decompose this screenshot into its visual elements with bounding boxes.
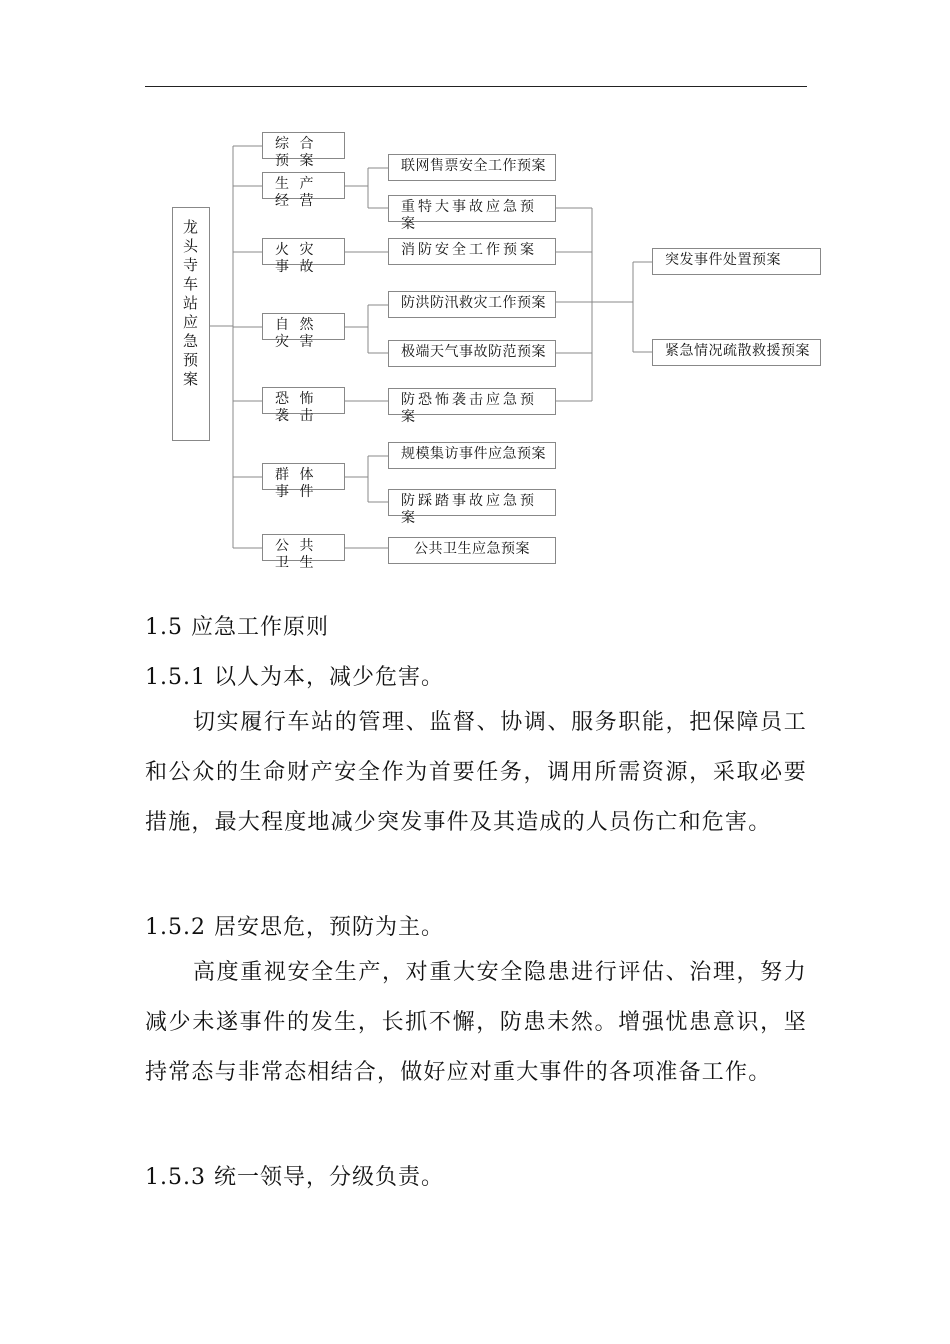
section-heading-1-5-1: 1.5.1 以人为本，减少危害。 xyxy=(145,665,444,690)
category-box-natural-disaster: 自 然 灾 害 xyxy=(262,313,345,340)
section-heading-1-5-2: 1.5.2 居安思危，预防为主。 xyxy=(145,915,444,940)
emergency-plan-org-chart xyxy=(0,0,950,600)
category-box-public-health: 公 共 卫 生 xyxy=(262,534,345,561)
plan-box-mass-petition: 规模集访事件应急预案 xyxy=(388,442,556,469)
plan-box-anti-terror: 防恐怖袭击应急预案 xyxy=(388,388,556,415)
outcome-box-emergency-handling: 突发事件处置预案 xyxy=(652,248,821,275)
category-box-production: 生 产 经 营 xyxy=(262,172,345,199)
root-plan-box xyxy=(172,207,210,441)
plan-box-online-ticketing: 联网售票安全工作预案 xyxy=(388,154,556,181)
plan-box-fire-safety: 消防安全工作预案 xyxy=(388,238,556,265)
plan-box-stampede: 防踩踏事故应急预案 xyxy=(388,489,556,516)
plan-box-public-health: 公共卫生应急预案 xyxy=(388,537,556,564)
paragraph-people-first: 切实履行车站的管理、监督、协调、服务职能，把保障员工和公众的生命财产安全作为首要任务，调用所需资源，采取必要措施，最大程度地减少突发事件及其造成的人员伤亡和危害。 xyxy=(145,710,807,835)
category-box-fire: 火 灾 事 故 xyxy=(262,238,345,265)
plan-box-extreme-weather: 极端天气事故防范预案 xyxy=(388,340,556,367)
paragraph-prevention-first: 高度重视安全生产，对重大安全隐患进行评估、治理，努力减少未遂事件的发生，长抓不懈，防患未然。增强忧患意识，坚持常态与非常态相结合，做好应对重大事件的各项准备工作。 xyxy=(145,960,807,1085)
root-plan-label: 龙头寺车站应急预案 xyxy=(183,218,199,388)
category-box-mass-incident: 群 体 事 件 xyxy=(262,463,345,490)
outcome-box-evacuation-rescue: 紧急情况疏散救援预案 xyxy=(652,339,821,366)
plan-box-major-accident: 重特大事故应急预案 xyxy=(388,195,556,222)
category-box-comprehensive: 综 合 预 案 xyxy=(262,132,345,159)
plan-box-flood-control: 防洪防汛救灾工作预案 xyxy=(388,291,556,318)
category-box-terror-attack: 恐 怖 袭 击 xyxy=(262,387,345,414)
section-heading-1-5-3: 1.5.3 统一领导，分级负责。 xyxy=(145,1165,444,1190)
section-heading-1-5: 1.5 应急工作原则 xyxy=(145,615,329,640)
